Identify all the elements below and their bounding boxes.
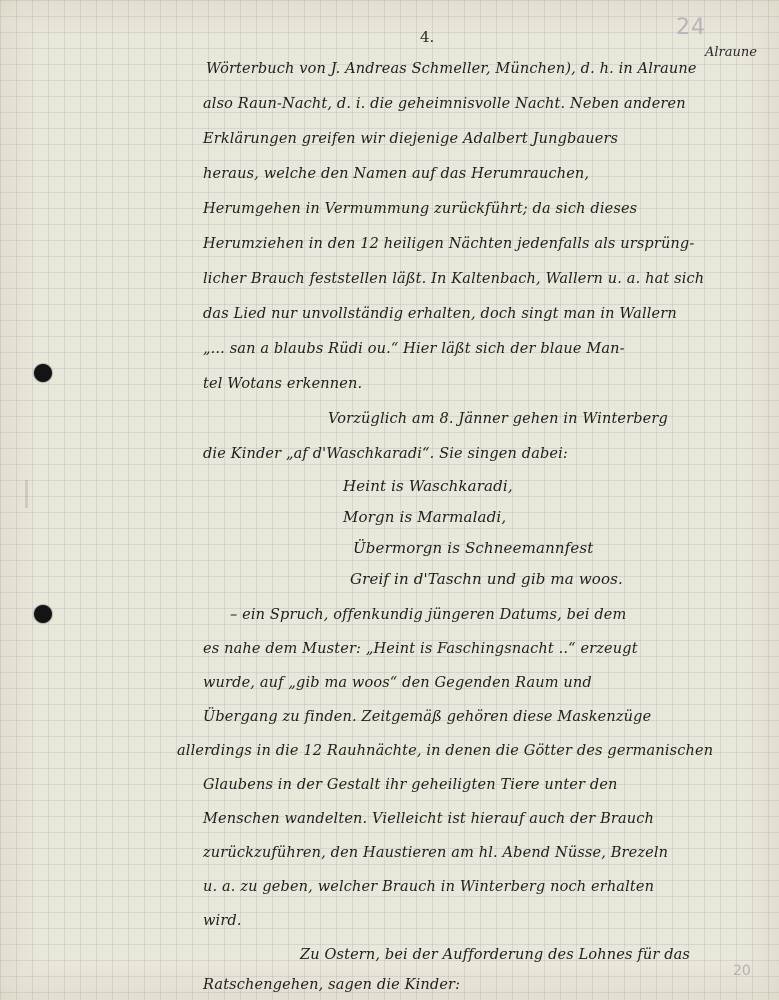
archive-number: 24 xyxy=(676,15,706,40)
text-line: Erklärungen greifen wir diejenige Adalbert Jungbauers xyxy=(203,131,619,147)
text-line: wird. xyxy=(203,913,242,929)
fold-mark xyxy=(25,480,28,508)
text-line: also Raun-Nacht, d. i. die geheimnisvolle Nacht. Neben anderen xyxy=(203,96,686,112)
text-line: – ein Spruch, offenkundig jüngeren Datums, bei dem xyxy=(230,607,627,623)
punch-hole-top xyxy=(34,364,52,382)
text-line: zurückzuführen, den Haustieren am hl. Abend Nüsse, Brezeln xyxy=(203,845,669,861)
text-line: Übergang zu finden. Zeitgemäß gehören diese Maskenzüge xyxy=(203,709,652,725)
verse-line: Heint is Waschkaradi, xyxy=(343,477,513,495)
text-line: licher Brauch feststellen läßt. In Kaltenbach, Wallern u. a. hat sich xyxy=(203,271,705,287)
text-line: Ratschengehen, sagen die Kinder: xyxy=(203,977,461,993)
text-line: heraus, welche den Namen auf das Herumrauchen, xyxy=(203,166,590,182)
text-line: Herumziehen in den 12 heiligen Nächten jedenfalls als ursprüng- xyxy=(203,236,695,252)
text-line: es nahe dem Muster: „Heint is Faschingsnacht ..“ erzeugt xyxy=(203,641,638,657)
text-line: wurde, auf „gib ma woos“ den Gegenden Raum und xyxy=(203,675,592,691)
text-line: allerdings in die 12 Rauhnächte, in denen die Götter des germanischen xyxy=(177,743,714,759)
archive-number-foot: 20 xyxy=(733,963,751,979)
text-line: die Kinder „af d'Waschkaradi“. Sie singen dabei: xyxy=(203,446,568,462)
verse-line: Greif in d'Taschn und gib ma woos. xyxy=(350,570,623,588)
verse-line: Übermorgn is Schneemannfest xyxy=(353,539,594,557)
page-number: 4. xyxy=(420,28,435,46)
text-line: „... san a blaubs Rüdi ou.“ Hier läßt sich der blaue Man- xyxy=(203,341,625,357)
margin-note: Alraune xyxy=(705,45,757,60)
text-line: das Lied nur unvollständig erhalten, doch singt man in Wallern xyxy=(203,306,677,322)
text-line: Wörterbuch von J. Andreas Schmeller, München), d. h. in Alraune xyxy=(206,61,697,77)
text-line: Zu Ostern, bei der Aufforderung des Lohnes für das xyxy=(300,947,691,963)
punch-hole-bottom xyxy=(34,605,52,623)
text-line: Vorzüglich am 8. Jänner gehen in Winterberg xyxy=(328,411,668,427)
verse-line: Morgn is Marmaladi, xyxy=(343,508,507,526)
text-line: Glaubens in der Gestalt ihr geheiligten Tiere unter den xyxy=(203,777,618,793)
text-line: tel Wotans erkennen. xyxy=(203,376,363,392)
text-line: Menschen wandelten. Vielleicht ist hierauf auch der Brauch xyxy=(203,811,655,827)
text-line: Herumgehen in Vermummung zurückführt; da sich dieses xyxy=(203,201,638,217)
text-line: u. a. zu geben, welcher Brauch in Winterberg noch erhalten xyxy=(203,879,655,895)
